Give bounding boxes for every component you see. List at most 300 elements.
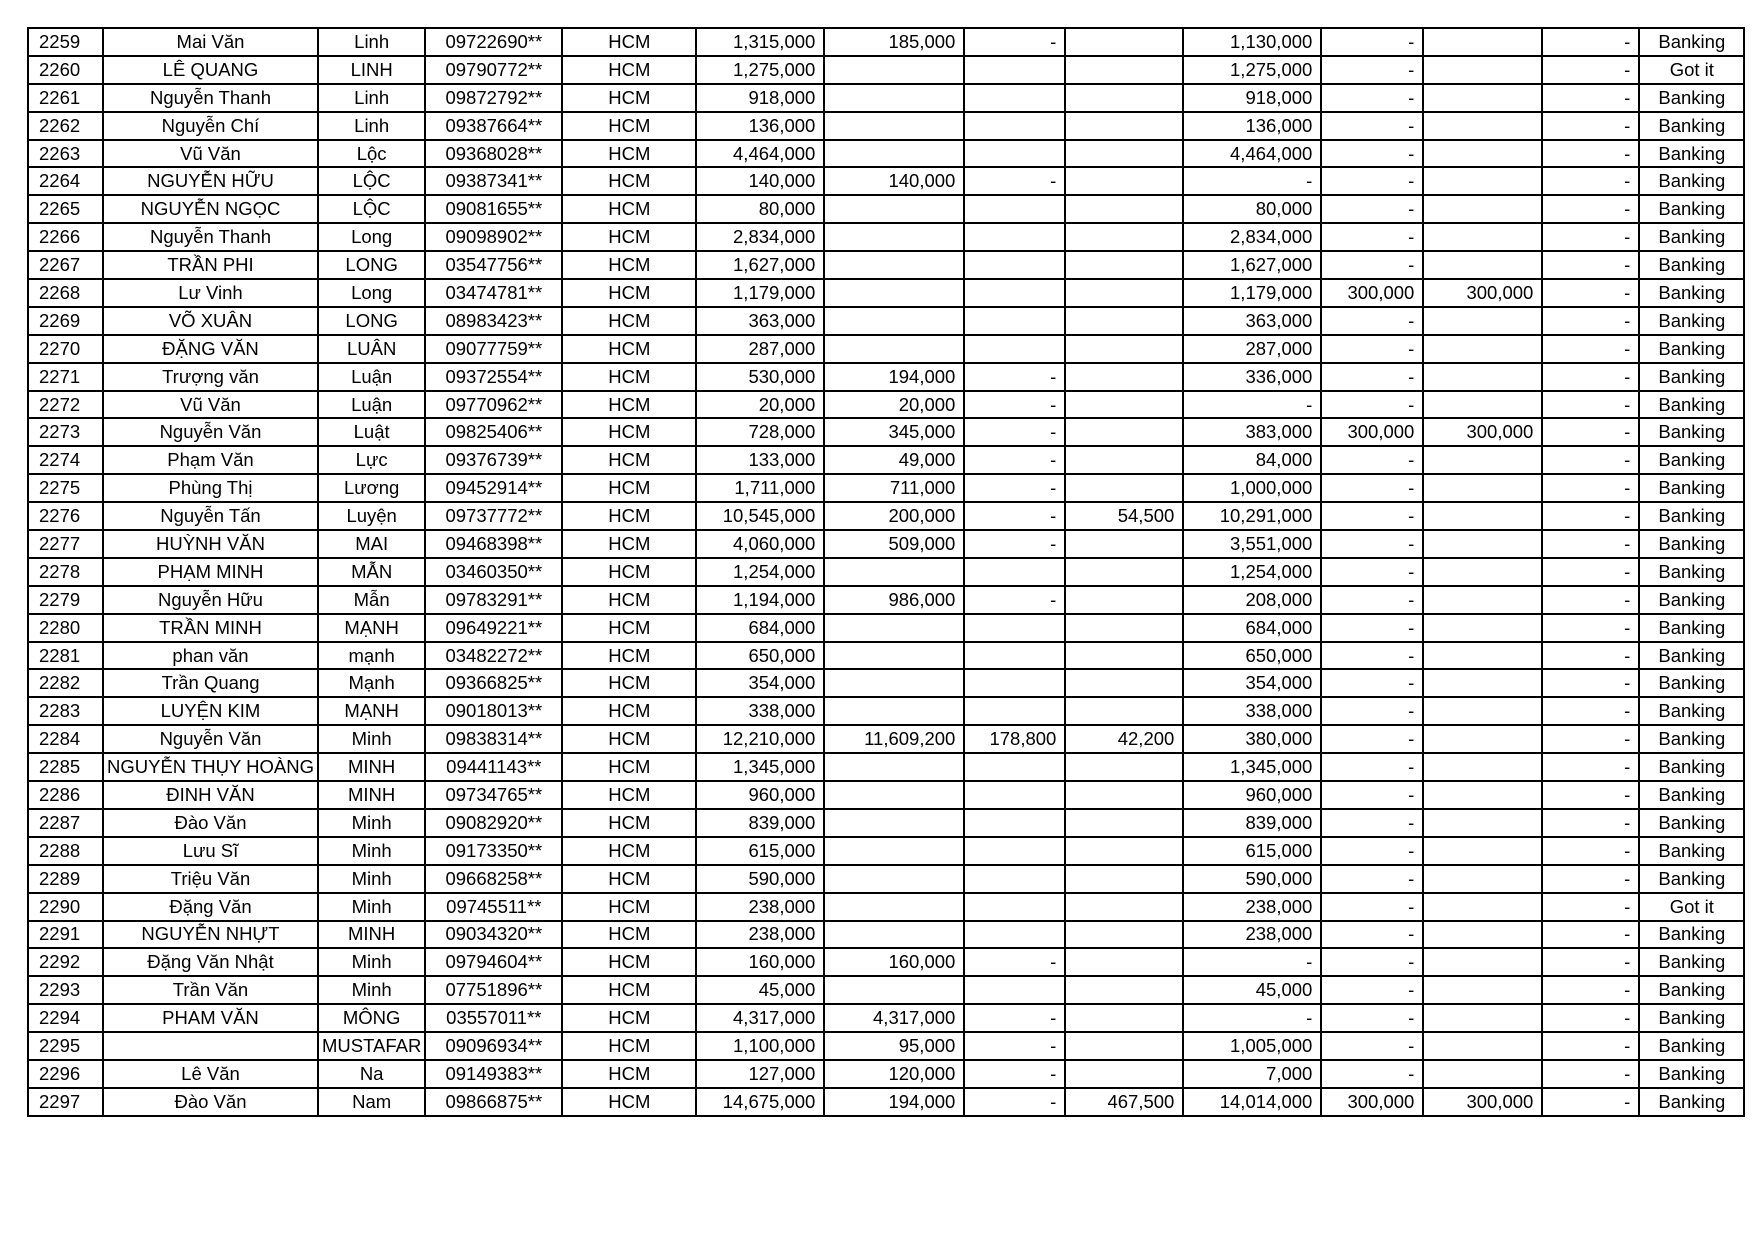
cell-phone: 09790772** [425,56,562,84]
cell-tax: 467,500 [1065,1088,1183,1116]
table-row [28,251,1744,279]
cell-no: 2266 [28,223,103,251]
cell-method: Banking [1639,1004,1744,1032]
cell-phone: 09783291** [425,586,562,614]
cell-given_name: Linh [318,28,425,56]
table-row [28,446,1744,474]
cell-total: 45,000 [696,976,824,1004]
cell-bonus1: - [1321,530,1423,558]
table-row [28,893,1744,921]
cell-city: HCM [562,781,696,809]
cell-fee: - [964,1004,1065,1032]
cell-phone: 09149383** [425,1060,562,1088]
cell-bonus2 [1423,223,1542,251]
cell-phone: 07751896** [425,976,562,1004]
cell-net: 10,291,000 [1183,502,1321,530]
cell-surname: Nguyễn Thanh [103,223,318,251]
cell-given_name: LINH [318,56,425,84]
cell-bonus1: - [1321,223,1423,251]
cell-fee [964,56,1065,84]
table-row [28,976,1744,1004]
cell-total: 287,000 [696,335,824,363]
cell-method: Banking [1639,335,1744,363]
cell-deducted: 140,000 [824,167,964,195]
cell-no: 2259 [28,28,103,56]
cell-no: 2281 [28,642,103,670]
table-row [28,642,1744,670]
cell-bonus1: - [1321,642,1423,670]
cell-bonus1: - [1321,1032,1423,1060]
cell-net: 338,000 [1183,697,1321,725]
cell-surname: VÕ XUÂN [103,307,318,335]
cell-tax [1065,474,1183,502]
cell-net: - [1183,1004,1321,1032]
cell-deducted: 194,000 [824,363,964,391]
cell-given_name: Minh [318,893,425,921]
cell-city: HCM [562,474,696,502]
cell-given_name: Minh [318,948,425,976]
cell-bonus2 [1423,195,1542,223]
cell-city: HCM [562,446,696,474]
cell-phone: 09387664** [425,112,562,140]
cell-given_name: MẠNH [318,697,425,725]
cell-bonus2: 300,000 [1423,279,1542,307]
cell-no: 2263 [28,140,103,168]
cell-balance: - [1542,1088,1639,1116]
cell-surname: Nguyễn Tấn [103,502,318,530]
cell-balance: - [1542,112,1639,140]
cell-deducted: 194,000 [824,1088,964,1116]
cell-tax [1065,893,1183,921]
cell-bonus2 [1423,335,1542,363]
cell-bonus1: - [1321,781,1423,809]
table-row [28,697,1744,725]
cell-surname: Phạm Văn [103,446,318,474]
cell-given_name: Minh [318,837,425,865]
cell-net: 1,000,000 [1183,474,1321,502]
cell-phone: 09081655** [425,195,562,223]
cell-total: 10,545,000 [696,502,824,530]
cell-method: Banking [1639,363,1744,391]
cell-tax [1065,809,1183,837]
cell-net: 383,000 [1183,418,1321,446]
table-row [28,1032,1744,1060]
cell-bonus1: - [1321,558,1423,586]
cell-fee [964,753,1065,781]
cell-city: HCM [562,642,696,670]
cell-surname: Nguyễn Văn [103,418,318,446]
cell-city: HCM [562,725,696,753]
cell-method: Banking [1639,446,1744,474]
cell-bonus1: - [1321,1060,1423,1088]
cell-balance: - [1542,558,1639,586]
cell-surname: Trần Văn [103,976,318,1004]
cell-fee [964,112,1065,140]
cell-net: 14,014,000 [1183,1088,1321,1116]
cell-surname: Vũ Văn [103,391,318,419]
cell-city: HCM [562,363,696,391]
cell-bonus1: - [1321,307,1423,335]
cell-bonus1: - [1321,614,1423,642]
cell-city: HCM [562,948,696,976]
cell-no: 2283 [28,697,103,725]
cell-surname: PHAM VĂN [103,1004,318,1032]
cell-deducted [824,307,964,335]
cell-fee: - [964,167,1065,195]
cell-phone: 09468398** [425,530,562,558]
cell-fee: - [964,948,1065,976]
cell-method: Banking [1639,781,1744,809]
cell-net: 238,000 [1183,921,1321,949]
cell-city: HCM [562,697,696,725]
cell-bonus1: - [1321,140,1423,168]
cell-bonus1: - [1321,251,1423,279]
cell-phone: 09082920** [425,809,562,837]
cell-phone: 09668258** [425,865,562,893]
cell-fee: - [964,363,1065,391]
cell-no: 2265 [28,195,103,223]
cell-method: Banking [1639,307,1744,335]
cell-fee [964,335,1065,363]
cell-city: HCM [562,1060,696,1088]
cell-no: 2271 [28,363,103,391]
table-row [28,502,1744,530]
cell-bonus2 [1423,391,1542,419]
cell-net: 650,000 [1183,642,1321,670]
cell-fee [964,195,1065,223]
cell-tax [1065,112,1183,140]
cell-no: 2270 [28,335,103,363]
cell-bonus1: - [1321,697,1423,725]
cell-balance: - [1542,921,1639,949]
cell-surname: Lư Vinh [103,279,318,307]
cell-phone: 09770962** [425,391,562,419]
cell-bonus1: - [1321,56,1423,84]
cell-deducted: 120,000 [824,1060,964,1088]
cell-surname: Lưu Sĩ [103,837,318,865]
cell-phone: 03460350** [425,558,562,586]
cell-phone: 09722690** [425,28,562,56]
cell-bonus2 [1423,84,1542,112]
table-row [28,753,1744,781]
cell-phone: 03557011** [425,1004,562,1032]
table-row [28,1004,1744,1032]
cell-no: 2290 [28,893,103,921]
cell-given_name: Linh [318,112,425,140]
cell-net: 208,000 [1183,586,1321,614]
cell-city: HCM [562,502,696,530]
cell-method: Banking [1639,502,1744,530]
cell-surname: LUYỆN KIM [103,697,318,725]
cell-fee: - [964,1088,1065,1116]
cell-phone: 09098902** [425,223,562,251]
cell-given_name: MAI [318,530,425,558]
cell-total: 12,210,000 [696,725,824,753]
cell-bonus2 [1423,1004,1542,1032]
cell-deducted [824,251,964,279]
cell-given_name: LONG [318,307,425,335]
cell-deducted: 11,609,200 [824,725,964,753]
cell-given_name: LONG [318,251,425,279]
cell-fee [964,251,1065,279]
cell-tax [1065,84,1183,112]
cell-fee [964,279,1065,307]
cell-surname: ĐINH VĂN [103,781,318,809]
cell-phone: 09441143** [425,753,562,781]
cell-no: 2282 [28,669,103,697]
cell-bonus2 [1423,502,1542,530]
cell-balance: - [1542,837,1639,865]
cell-deducted: 986,000 [824,586,964,614]
cell-deducted [824,140,964,168]
cell-bonus2 [1423,167,1542,195]
cell-given_name: Mẫn [318,586,425,614]
cell-net: 2,834,000 [1183,223,1321,251]
cell-tax [1065,586,1183,614]
table-row [28,56,1744,84]
cell-bonus1: - [1321,167,1423,195]
cell-bonus1: - [1321,391,1423,419]
cell-method: Got it [1639,56,1744,84]
cell-net: 1,627,000 [1183,251,1321,279]
cell-net: 960,000 [1183,781,1321,809]
cell-given_name: MÔNG [318,1004,425,1032]
cell-balance: - [1542,865,1639,893]
cell-deducted [824,781,964,809]
cell-phone: 09452914** [425,474,562,502]
cell-deducted: 20,000 [824,391,964,419]
table-row [28,474,1744,502]
cell-bonus2 [1423,140,1542,168]
cell-city: HCM [562,391,696,419]
cell-bonus1: 300,000 [1321,1088,1423,1116]
cell-surname: Nguyễn Chí [103,112,318,140]
cell-fee: - [964,586,1065,614]
cell-total: 650,000 [696,642,824,670]
cell-phone: 03547756** [425,251,562,279]
cell-bonus1: - [1321,112,1423,140]
cell-total: 1,345,000 [696,753,824,781]
cell-total: 590,000 [696,865,824,893]
table-row [28,781,1744,809]
cell-given_name: Lộc [318,140,425,168]
table-row [28,725,1744,753]
cell-deducted [824,614,964,642]
cell-given_name: Minh [318,976,425,1004]
cell-no: 2293 [28,976,103,1004]
cell-bonus1: - [1321,725,1423,753]
cell-bonus2 [1423,363,1542,391]
cell-fee [964,809,1065,837]
cell-deducted: 509,000 [824,530,964,558]
cell-net: 287,000 [1183,335,1321,363]
cell-tax [1065,921,1183,949]
cell-bonus1: - [1321,446,1423,474]
cell-net: 615,000 [1183,837,1321,865]
table-row [28,195,1744,223]
cell-total: 4,060,000 [696,530,824,558]
cell-net: 84,000 [1183,446,1321,474]
cell-deducted [824,279,964,307]
cell-method: Banking [1639,1060,1744,1088]
cell-given_name: Minh [318,725,425,753]
cell-tax [1065,781,1183,809]
cell-no: 2261 [28,84,103,112]
cell-deducted [824,976,964,1004]
cell-total: 338,000 [696,697,824,725]
cell-given_name: Luận [318,363,425,391]
cell-fee [964,697,1065,725]
cell-phone: 09825406** [425,418,562,446]
cell-deducted [824,642,964,670]
cell-city: HCM [562,1032,696,1060]
cell-bonus1: - [1321,948,1423,976]
cell-net: 1,254,000 [1183,558,1321,586]
cell-total: 615,000 [696,837,824,865]
cell-tax [1065,948,1183,976]
cell-total: 4,317,000 [696,1004,824,1032]
cell-net: - [1183,167,1321,195]
cell-method: Banking [1639,865,1744,893]
cell-total: 133,000 [696,446,824,474]
cell-given_name: Na [318,1060,425,1088]
cell-balance: - [1542,446,1639,474]
cell-balance: - [1542,586,1639,614]
cell-city: HCM [562,307,696,335]
cell-given_name: Minh [318,809,425,837]
cell-surname: TRẦN MINH [103,614,318,642]
cell-deducted: 95,000 [824,1032,964,1060]
cell-surname: Trần Quang [103,669,318,697]
cell-bonus1: - [1321,921,1423,949]
cell-phone: 09734765** [425,781,562,809]
cell-tax [1065,446,1183,474]
cell-total: 1,254,000 [696,558,824,586]
cell-total: 238,000 [696,893,824,921]
cell-no: 2268 [28,279,103,307]
cell-balance: - [1542,84,1639,112]
cell-total: 160,000 [696,948,824,976]
table-row [28,279,1744,307]
cell-balance: - [1542,725,1639,753]
cell-bonus2 [1423,976,1542,1004]
cell-net: 336,000 [1183,363,1321,391]
cell-no: 2284 [28,725,103,753]
cell-total: 354,000 [696,669,824,697]
cell-surname: Nguyễn Văn [103,725,318,753]
cell-no: 2276 [28,502,103,530]
cell-net: 363,000 [1183,307,1321,335]
cell-tax [1065,1004,1183,1032]
table-row [28,140,1744,168]
table-row [28,669,1744,697]
cell-total: 136,000 [696,112,824,140]
cell-total: 127,000 [696,1060,824,1088]
cell-balance: - [1542,642,1639,670]
cell-total: 20,000 [696,391,824,419]
cell-fee: - [964,530,1065,558]
cell-phone: 09368028** [425,140,562,168]
cell-tax [1065,697,1183,725]
cell-method: Banking [1639,530,1744,558]
cell-method: Banking [1639,474,1744,502]
table-row [28,614,1744,642]
cell-bonus2 [1423,893,1542,921]
cell-bonus1: - [1321,335,1423,363]
cell-given_name: mạnh [318,642,425,670]
cell-total: 684,000 [696,614,824,642]
cell-method: Banking [1639,1088,1744,1116]
cell-city: HCM [562,614,696,642]
cell-method: Banking [1639,279,1744,307]
cell-bonus1: - [1321,753,1423,781]
cell-no: 2262 [28,112,103,140]
cell-tax: 54,500 [1065,502,1183,530]
cell-balance: - [1542,530,1639,558]
cell-bonus2 [1423,1032,1542,1060]
cell-city: HCM [562,112,696,140]
cell-bonus2 [1423,474,1542,502]
cell-surname: phan văn [103,642,318,670]
cell-tax [1065,558,1183,586]
cell-fee: - [964,28,1065,56]
cell-given_name: MẪN [318,558,425,586]
cell-balance: - [1542,474,1639,502]
cell-no: 2279 [28,586,103,614]
cell-total: 1,194,000 [696,586,824,614]
cell-total: 238,000 [696,921,824,949]
cell-bonus1: 300,000 [1321,279,1423,307]
cell-surname: PHẠM MINH [103,558,318,586]
cell-tax [1065,614,1183,642]
cell-no: 2272 [28,391,103,419]
cell-bonus1: - [1321,586,1423,614]
cell-bonus2 [1423,921,1542,949]
cell-net: 354,000 [1183,669,1321,697]
cell-phone: 09387341** [425,167,562,195]
cell-city: HCM [562,279,696,307]
cell-bonus2 [1423,837,1542,865]
cell-no: 2278 [28,558,103,586]
cell-bonus1: - [1321,363,1423,391]
cell-net: 7,000 [1183,1060,1321,1088]
cell-phone: 09649221** [425,614,562,642]
cell-balance: - [1542,809,1639,837]
cell-tax [1065,642,1183,670]
cell-surname: HUỲNH VĂN [103,530,318,558]
cell-net: 136,000 [1183,112,1321,140]
cell-bonus2 [1423,865,1542,893]
cell-surname: NGUYỄN NGỌC [103,195,318,223]
cell-phone: 09366825** [425,669,562,697]
cell-city: HCM [562,335,696,363]
cell-fee: 178,800 [964,725,1065,753]
cell-given_name: Luyện [318,502,425,530]
cell-net: 839,000 [1183,809,1321,837]
cell-bonus1: - [1321,809,1423,837]
cell-method: Banking [1639,809,1744,837]
cell-total: 4,464,000 [696,140,824,168]
cell-tax [1065,865,1183,893]
cell-total: 2,834,000 [696,223,824,251]
cell-fee [964,140,1065,168]
cell-method: Banking [1639,976,1744,1004]
cell-bonus2: 300,000 [1423,1088,1542,1116]
cell-tax [1065,335,1183,363]
cell-method: Banking [1639,84,1744,112]
cell-net: 1,005,000 [1183,1032,1321,1060]
cell-city: HCM [562,865,696,893]
